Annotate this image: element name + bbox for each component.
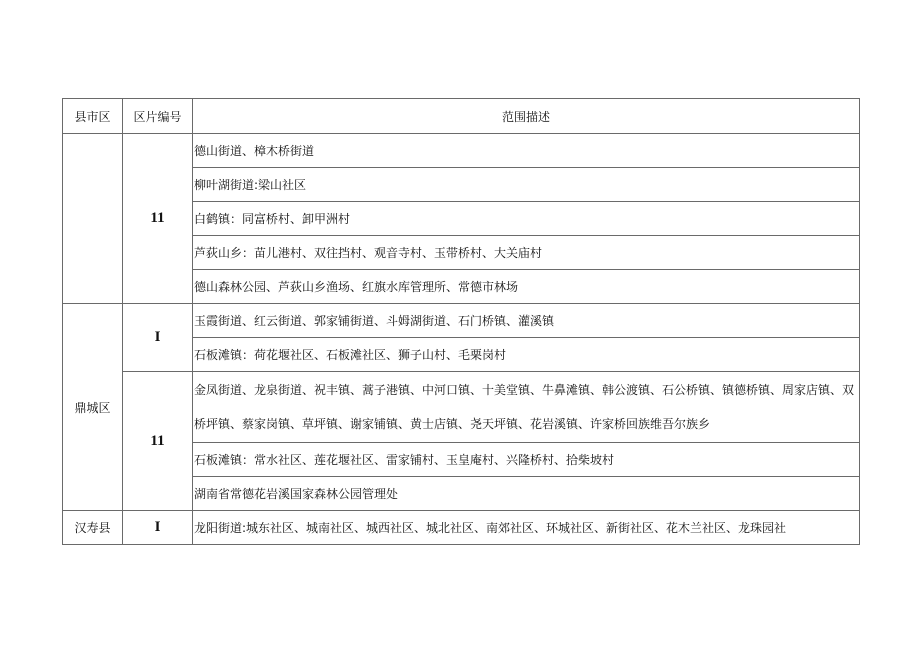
zone-code-cell: 11: [123, 134, 193, 304]
description-cell: 龙阳街道:城东社区、城南社区、城西社区、城北社区、南郊社区、环城社区、新街社区、花木兰社区、龙珠园社: [193, 511, 860, 545]
table-row: [63, 304, 860, 338]
table-row: [63, 372, 860, 443]
description-cell: 芦荻山乡：苗儿港村、双往挡村、观音寺村、玉带桥村、大关庙村: [193, 236, 860, 270]
county-cell: [63, 134, 123, 304]
description-cell: 柳叶湖街道:梁山社区: [193, 168, 860, 202]
description-cell: 石板滩镇：常水社区、莲花堰社区、雷家铺村、玉皇庵村、兴隆桥村、拾柴坡村: [193, 443, 860, 477]
description-cell: 石板滩镇：荷花堰社区、石板滩社区、狮子山村、毛栗岗村: [193, 338, 860, 372]
zone-code-cell: 11: [123, 372, 193, 511]
table-row: [63, 134, 860, 168]
description-cell: 德山街道、樟木桥街道: [193, 134, 860, 168]
county-cell: 汉寿县: [63, 511, 123, 545]
county-cell: 鼎城区: [63, 304, 123, 511]
header-county: 县市区: [63, 99, 123, 134]
table-row: [63, 511, 860, 545]
description-cell: 德山森林公园、芦荻山乡渔场、红旗水库管理所、常德市林场: [193, 270, 860, 304]
zone-code-cell: I: [123, 511, 193, 545]
zone-code-cell: I: [123, 304, 193, 372]
description-cell: 湖南省常德花岩溪国家森林公园管理处: [193, 477, 860, 511]
header-row: [63, 99, 860, 134]
description-cell: 金凤街道、龙泉街道、祝丰镇、蒿子港镇、中河口镇、十美堂镇、牛鼻滩镇、韩公渡镇、石公桥镇、镇德桥镇、周家店镇、双桥坪镇、蔡家岗镇、草坪镇、谢家铺镇、黄士店镇、尧天坪镇、花岩溪镇、许家桥回族维吾尔族乡: [193, 372, 860, 443]
header-zone-code: 区片编号: [123, 99, 193, 134]
description-cell: 白鹤镇：同富桥村、卸甲洲村: [193, 202, 860, 236]
header-description: 范围描述: [193, 99, 860, 134]
zone-table: [62, 98, 860, 545]
description-cell: 玉霞街道、红云街道、郭家铺街道、斗姆湖街道、石门桥镇、灌溪镇: [193, 304, 860, 338]
